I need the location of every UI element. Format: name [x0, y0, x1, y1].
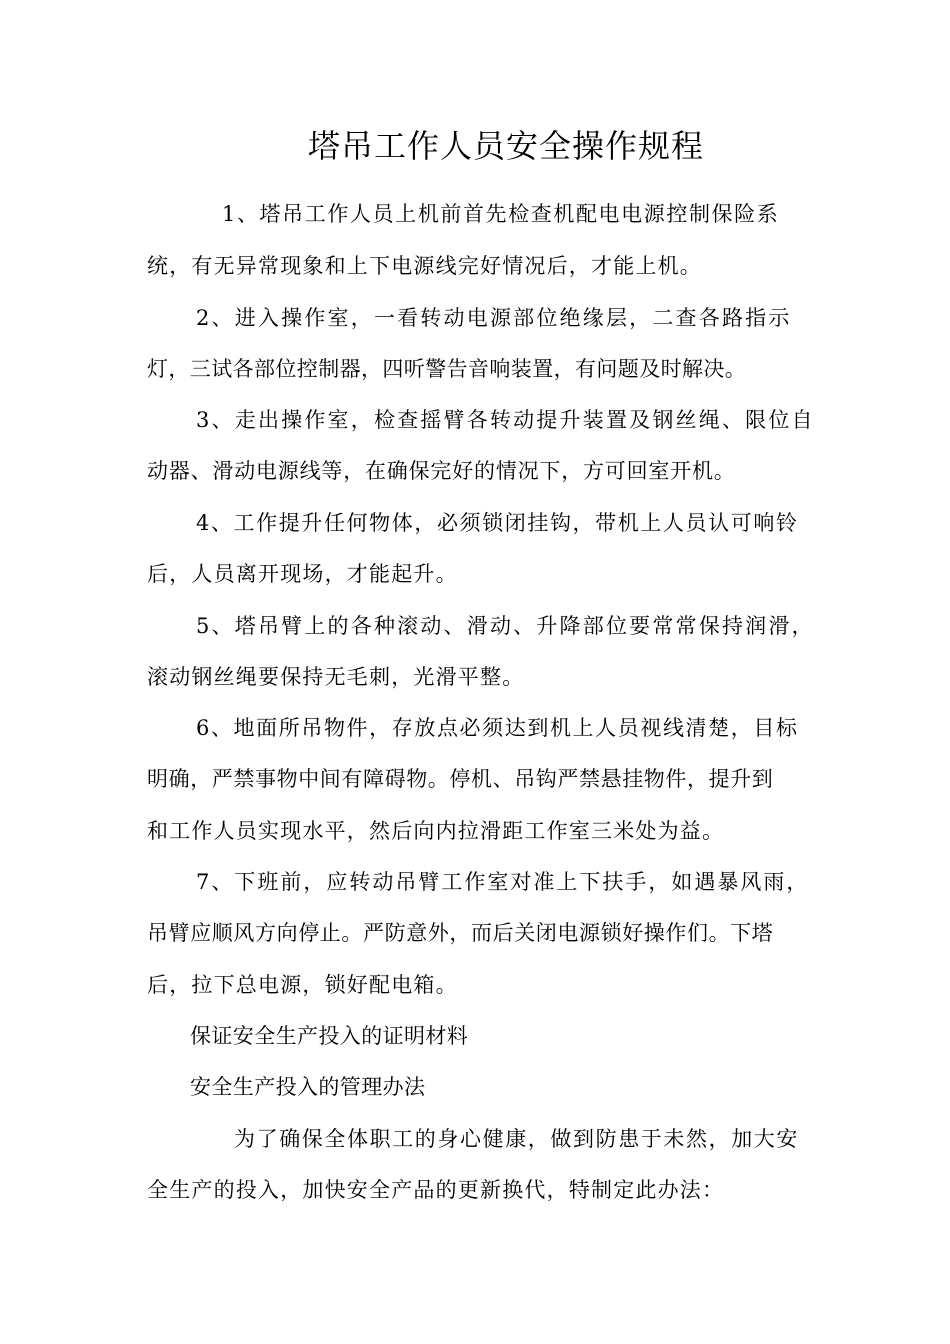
paragraph-1-line-1: 1、塔吊工作人员上机前首先检查机配电电源控制保险系: [222, 202, 780, 226]
paragraph-8-line-1: 为了确保全体职工的身心健康，做到防患于未然，加大安: [234, 1127, 799, 1151]
section-heading-proof-materials: 保证安全生产投入的证明材料: [190, 1024, 469, 1048]
paragraph-3-line-2: 动器、滑动电源线等，在确保完好的情况下，方可回室开机。: [147, 459, 736, 483]
paragraph-1-line-2: 统，有无异常现象和上下电源线完好情况后，才能上机。: [147, 254, 702, 278]
paragraph-6-line-1: 6、地面所吊物件，存放点必须达到机上人员视线清楚，目标: [196, 716, 799, 740]
paragraph-7-line-1: 7、下班前，应转动吊臂工作室对准上下扶手，如遇暴风雨，: [196, 870, 810, 894]
paragraph-2-line-2: 灯，三试各部位控制器，四听警告音响装置，有问题及时解决。: [147, 357, 747, 381]
section-heading-management-method: 安全生产投入的管理办法: [190, 1075, 426, 1099]
paragraph-4-line-1: 4、工作提升任何物体，必须锁闭挂钩，带机上人员认可响铃: [196, 511, 799, 535]
paragraph-7-line-2: 吊臂应顺风方向停止。严防意外，而后关闭电源锁好操作们。下塔: [147, 921, 774, 945]
paragraph-5-line-2: 滚动钢丝绳要保持无毛刺，光滑平整。: [147, 665, 525, 689]
paragraph-4-line-2: 后，人员离开现场，才能起升。: [147, 562, 458, 586]
page-title: 塔吊工作人员安全操作规程: [308, 127, 705, 165]
paragraph-5-line-1: 5、塔吊臂上的各种滚动、滑动、升降部位要常常保持润滑，: [196, 614, 815, 638]
paragraph-7-line-3: 后，拉下总电源，锁好配电箱。: [147, 973, 458, 997]
paragraph-6-line-3: 和工作人员实现水平，然后向内拉滑距工作室三米处为益。: [147, 819, 725, 843]
paragraph-8-line-2: 全生产的投入，加快安全产品的更新换代，特制定此办法：: [147, 1178, 725, 1202]
paragraph-3-line-1: 3、走出操作室，检查摇臂各转动提升装置及钢丝绳、限位自: [196, 408, 815, 432]
paragraph-2-line-1: 2、进入操作室，一看转动电源部位绝缘层，二查各路指示: [196, 306, 792, 330]
paragraph-6-line-2: 明确，严禁事物中间有障碍物。停机、吊钩严禁悬挂物件，提升到: [147, 767, 774, 791]
